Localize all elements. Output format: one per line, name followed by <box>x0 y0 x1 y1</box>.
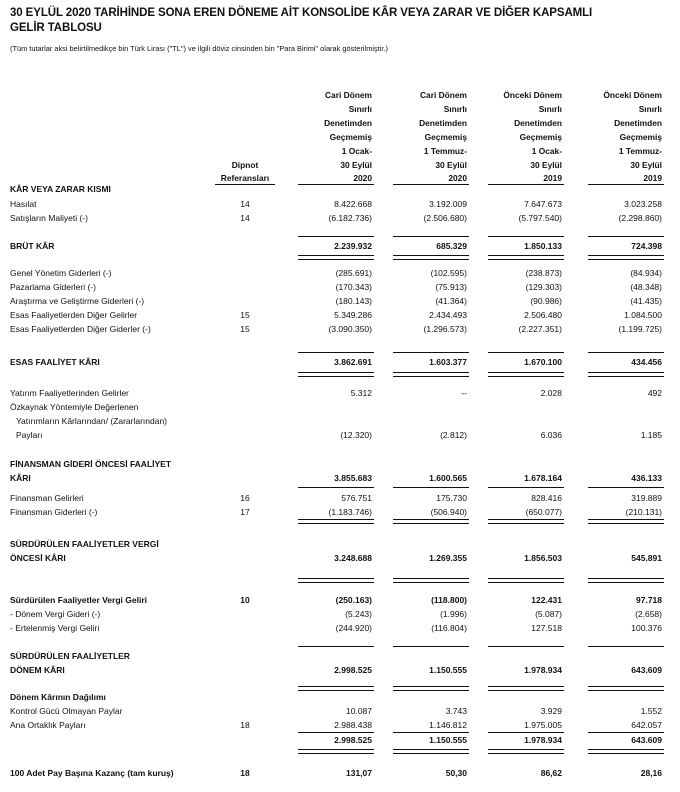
column-header-onceki-9m-2019 <box>478 89 562 186</box>
row-value: 1.978.934 <box>524 665 562 675</box>
row-label: Pazarlama Giderleri (-) <box>10 282 96 292</box>
double-rule-line <box>393 372 469 377</box>
row-label: Kontrol Gücü Olmayan Paylar <box>10 706 123 716</box>
row-value: 492 <box>647 388 662 398</box>
col-header-line: Sınırlı <box>538 103 562 114</box>
col-header-line: 1 Ocak- <box>531 145 562 156</box>
double-rule-line <box>393 686 469 691</box>
row-value: 100.376 <box>631 623 662 633</box>
row-value: 2.998.525 <box>334 665 372 675</box>
row-value: 1.678.164 <box>524 473 562 483</box>
col-header-line: Denetimden <box>614 117 662 128</box>
row-value: 3.929 <box>540 706 562 716</box>
row-value: 1.269.355 <box>429 553 467 563</box>
double-rule-line <box>488 749 564 754</box>
col-header-line: Denetimden <box>419 117 467 128</box>
double-rule-line <box>588 519 664 524</box>
col-header-line: 30 Eylül <box>630 159 662 170</box>
row-value: (5.087) <box>535 609 562 619</box>
double-rule-line <box>488 372 564 377</box>
row-value: (1.296.573) <box>423 324 467 334</box>
row-value: (170.343) <box>335 282 372 292</box>
row-value: (129.303) <box>525 282 562 292</box>
total-rule-line <box>488 646 564 647</box>
row-value: 1.856.503 <box>524 553 562 563</box>
row-label: - Ertelenmiş Vergi Geliri <box>10 623 100 633</box>
row-value: 5.312 <box>350 388 372 398</box>
row-value: -- <box>461 388 467 398</box>
ref-header-underline <box>215 184 275 185</box>
row-value: 1.084.500 <box>624 310 662 320</box>
double-rule-line <box>393 255 469 260</box>
row-value: (2.227.351) <box>518 324 562 334</box>
total-rule-line <box>393 352 469 353</box>
row-value: 724.398 <box>631 241 662 251</box>
row-note-ref: 16 <box>240 493 250 503</box>
row-value: (238.873) <box>525 268 562 278</box>
row-value: 2.506.480 <box>524 310 562 320</box>
row-value: 434.456 <box>631 357 662 367</box>
row-value: (210.131) <box>625 507 662 517</box>
col-header-line: Önceki Dönem <box>603 90 662 100</box>
row-value: (41.435) <box>630 296 662 306</box>
total-rule-line <box>588 646 664 647</box>
row-value: (75.913) <box>435 282 467 292</box>
double-rule-line <box>393 578 469 583</box>
column-header-underline <box>393 184 469 185</box>
row-value: 576.751 <box>341 493 372 503</box>
col-header-line: Cari Dönem <box>324 90 372 100</box>
row-value: 3.855.683 <box>334 473 372 483</box>
double-rule-line <box>588 255 664 260</box>
row-value: 8.422.668 <box>334 199 372 209</box>
row-label: BRÜT KÂR <box>10 241 55 251</box>
total-rule-line <box>298 487 374 488</box>
row-label: Finansman Giderleri (-) <box>10 507 98 517</box>
col-header-line: 1 Ocak- <box>341 145 372 156</box>
col-header-line: 1 Temmuz- <box>423 145 467 156</box>
double-rule-line <box>298 749 374 754</box>
col-header-line: Önceki Dönem <box>503 90 562 100</box>
document-title-line2: GELİR TABLOSU <box>10 22 102 34</box>
row-value: 1.603.377 <box>429 357 467 367</box>
row-value: 3.862.691 <box>334 357 372 367</box>
row-value: (48.348) <box>630 282 662 292</box>
row-value: 122.431 <box>531 595 562 605</box>
row-value: 97.718 <box>636 595 662 605</box>
row-value: 685.329 <box>436 241 467 251</box>
row-label: - Dönem Vergi Gideri (-) <box>10 609 101 619</box>
row-value: 1.975.005 <box>524 720 562 730</box>
row-value: (116.804) <box>431 623 467 633</box>
row-value: (102.595) <box>430 268 467 278</box>
row-note-ref: 14 <box>240 213 250 223</box>
total-rule-line <box>488 236 564 237</box>
row-label: KÂR VEYA ZARAR KISMI <box>10 184 111 194</box>
row-value: 175.730 <box>436 493 467 503</box>
row-label: KÂRI <box>10 473 31 483</box>
col-header-line: 2020 <box>353 173 372 184</box>
row-label: Esas Faaliyetlerden Diğer Giderler (-) <box>10 324 151 334</box>
row-label: FİNANSMAN GİDERİ ÖNCESİ FAALİYET <box>10 459 172 469</box>
row-value: (84.934) <box>630 268 662 278</box>
row-value: (250.163) <box>335 595 372 605</box>
row-value: 643.609 <box>631 665 662 675</box>
row-value: 86,62 <box>540 768 562 778</box>
row-value: 1.670.100 <box>524 357 562 367</box>
row-value: 131,07 <box>346 768 372 778</box>
row-value: 545.891 <box>631 553 662 563</box>
total-rule-line <box>393 732 469 733</box>
double-rule-line <box>393 519 469 524</box>
row-value: (285.691) <box>335 268 372 278</box>
row-value: 1.185 <box>640 430 662 440</box>
row-value: (2.298.860) <box>618 213 662 223</box>
total-rule-line <box>298 236 374 237</box>
double-rule-line <box>393 749 469 754</box>
column-header-onceki-q3-2019 <box>578 89 662 186</box>
row-label: Sürdürülen Faaliyetler Vergi Geliri <box>10 595 147 605</box>
row-label: Araştırma ve Geliştirme Giderleri (-) <box>10 296 145 306</box>
col-header-line: Sınırlı <box>443 103 467 114</box>
row-label: DÖNEM KÂRI <box>10 665 65 675</box>
row-value: 642.057 <box>631 720 662 730</box>
column-header-underline <box>488 184 564 185</box>
row-value: 3.743 <box>445 706 467 716</box>
row-label: Yatırım Faaliyetlerinden Gelirler <box>10 388 129 398</box>
col-header-line: 30 Eylül <box>530 159 562 170</box>
row-value: 1.600.565 <box>429 473 467 483</box>
total-rule-line <box>393 646 469 647</box>
row-value: 1.146.812 <box>429 720 467 730</box>
row-value: (1.199.725) <box>618 324 662 334</box>
row-value: 127.518 <box>531 623 562 633</box>
row-note-ref: 14 <box>240 199 250 209</box>
total-rule-line <box>393 236 469 237</box>
row-value: (2.658) <box>635 609 662 619</box>
double-rule-line <box>488 519 564 524</box>
total-rule-line <box>298 646 374 647</box>
col-header-line: Geçmemiş <box>519 131 562 142</box>
total-rule-line <box>588 732 664 733</box>
ref-column-header <box>205 159 285 185</box>
total-rule-line <box>488 732 564 733</box>
row-label: ÖNCESİ KÂRI <box>10 553 66 563</box>
col-header-line: 30 Eylül <box>340 159 372 170</box>
row-value: 319.889 <box>631 493 662 503</box>
row-label: Esas Faaliyetlerden Diğer Gelirler <box>10 310 138 320</box>
col-header-line: Geçmemiş <box>424 131 467 142</box>
row-value: (6.182.736) <box>328 213 372 223</box>
col-header-line: Denetimden <box>514 117 562 128</box>
col-header-line: 2019 <box>643 173 662 184</box>
row-label: Yatırımların Kârlarından/ (Zararlarından) <box>16 416 168 426</box>
row-value: 1.552 <box>640 706 662 716</box>
total-rule-line <box>588 236 664 237</box>
row-value: (506.940) <box>430 507 467 517</box>
row-label: Satışların Maliyeti (-) <box>10 213 88 223</box>
row-label: SÜRDÜRÜLEN FAALİYETLER <box>10 651 130 661</box>
double-rule-line <box>298 372 374 377</box>
row-value: 3.248.688 <box>334 553 372 563</box>
col-header-line: 1 Temmuz- <box>618 145 662 156</box>
row-label: ESAS FAALİYET KÂRI <box>10 357 100 367</box>
column-header-cari-q3-2020 <box>383 89 467 186</box>
col-header-line: Cari Dönem <box>419 90 467 100</box>
row-label: Dönem Kârının Dağılımı <box>10 692 106 702</box>
col-header-line: Sınırlı <box>348 103 372 114</box>
row-value: (5.243) <box>345 609 372 619</box>
row-note-ref: 17 <box>240 507 250 517</box>
row-label: Ana Ortaklık Payları <box>10 720 86 730</box>
row-value: (244.920) <box>335 623 372 633</box>
col-header-line: Geçmemiş <box>329 131 372 142</box>
row-note-ref: 10 <box>240 595 250 605</box>
column-header-underline <box>588 184 664 185</box>
row-value: 828.416 <box>531 493 562 503</box>
row-value: 436.133 <box>631 473 662 483</box>
row-note-ref: 18 <box>240 768 250 778</box>
total-rule-line <box>588 487 664 488</box>
col-header-line: 30 Eylül <box>435 159 467 170</box>
double-rule-line <box>298 255 374 260</box>
double-rule-line <box>588 372 664 377</box>
total-rule-line <box>298 732 374 733</box>
row-value: 5.349.286 <box>334 310 372 320</box>
double-rule-line <box>588 686 664 691</box>
currency-note: (Tüm tutarlar aksi belirtilmedikçe bin Türk Lirası ("TL") ve ilgili döviz cinsinden bin "Para Birimi" olarak gösterilmiştir.) <box>10 44 388 53</box>
double-rule-line <box>488 578 564 583</box>
row-value: 7.647.673 <box>524 199 562 209</box>
row-value: 3.192.009 <box>429 199 467 209</box>
row-note-ref: 15 <box>240 324 250 334</box>
row-value: 1.850.133 <box>524 241 562 251</box>
row-value: 2.239.932 <box>334 241 372 251</box>
col-header-line: 2020 <box>448 173 467 184</box>
row-value: 643.609 <box>631 735 662 745</box>
document-title-line1: 30 EYLÜL 2020 TARİHİNDE SONA EREN DÖNEME AİT KONSOLİDE KÂR VEYA ZARAR VE DİĞER KAPSAMLI <box>10 7 593 19</box>
row-value: (90.986) <box>530 296 562 306</box>
row-value: 2.028 <box>540 388 562 398</box>
total-rule-line <box>488 487 564 488</box>
row-note-ref: 18 <box>240 720 250 730</box>
column-header-underline <box>298 184 374 185</box>
row-label: Hasılat <box>10 199 37 209</box>
col-header-line: 2019 <box>543 173 562 184</box>
row-value: 6.036 <box>540 430 562 440</box>
row-value: (118.800) <box>431 595 467 605</box>
row-value: 2.988.438 <box>334 720 372 730</box>
ref-header-line: Dipnot <box>231 160 259 170</box>
row-value: (1.183.746) <box>328 507 372 517</box>
row-value: (41.364) <box>435 296 467 306</box>
row-value: (3.090.350) <box>328 324 372 334</box>
col-header-line: Geçmemiş <box>619 131 662 142</box>
double-rule-line <box>298 578 374 583</box>
total-rule-line <box>588 352 664 353</box>
row-note-ref: 15 <box>240 310 250 320</box>
row-value: (2.506.680) <box>423 213 467 223</box>
total-rule-line <box>393 487 469 488</box>
row-value: 50,30 <box>445 768 467 778</box>
row-value: 2.998.525 <box>334 735 372 745</box>
row-value: 1.978.934 <box>524 735 562 745</box>
total-rule-line <box>488 352 564 353</box>
row-value: (2.812) <box>440 430 467 440</box>
double-rule-line <box>298 519 374 524</box>
row-label: 100 Adet Pay Başına Kazanç (tam kuruş) <box>10 768 174 778</box>
row-value: 1.150.555 <box>429 665 467 675</box>
row-label: Genel Yönetim Giderleri (-) <box>10 268 112 278</box>
row-label: Özkaynak Yöntemiyle Değerlenen <box>10 402 139 412</box>
row-value: (5.797.540) <box>518 213 562 223</box>
double-rule-line <box>488 255 564 260</box>
double-rule-line <box>298 686 374 691</box>
total-rule-line <box>298 352 374 353</box>
double-rule-line <box>588 749 664 754</box>
row-value: 1.150.555 <box>429 735 467 745</box>
row-label: SÜRDÜRÜLEN FAALİYETLER VERGİ <box>10 539 159 549</box>
row-value: (650.077) <box>525 507 562 517</box>
row-value: (180.143) <box>335 296 372 306</box>
row-value: 2.434.493 <box>429 310 467 320</box>
row-label: Payları <box>16 430 43 440</box>
row-value: 10.087 <box>346 706 372 716</box>
column-header-cari-9m-2020 <box>288 89 372 186</box>
col-header-line: Denetimden <box>324 117 372 128</box>
ref-header-line: Referansları <box>220 173 270 184</box>
row-value: 28,16 <box>640 768 662 778</box>
col-header-line: Sınırlı <box>638 103 662 114</box>
double-rule-line <box>588 578 664 583</box>
double-rule-line <box>488 686 564 691</box>
row-value: (12.320) <box>340 430 372 440</box>
row-value: 3.023.258 <box>624 199 662 209</box>
row-value: (1.996) <box>440 609 467 619</box>
row-label: Finansman Gelirleri <box>10 493 84 503</box>
